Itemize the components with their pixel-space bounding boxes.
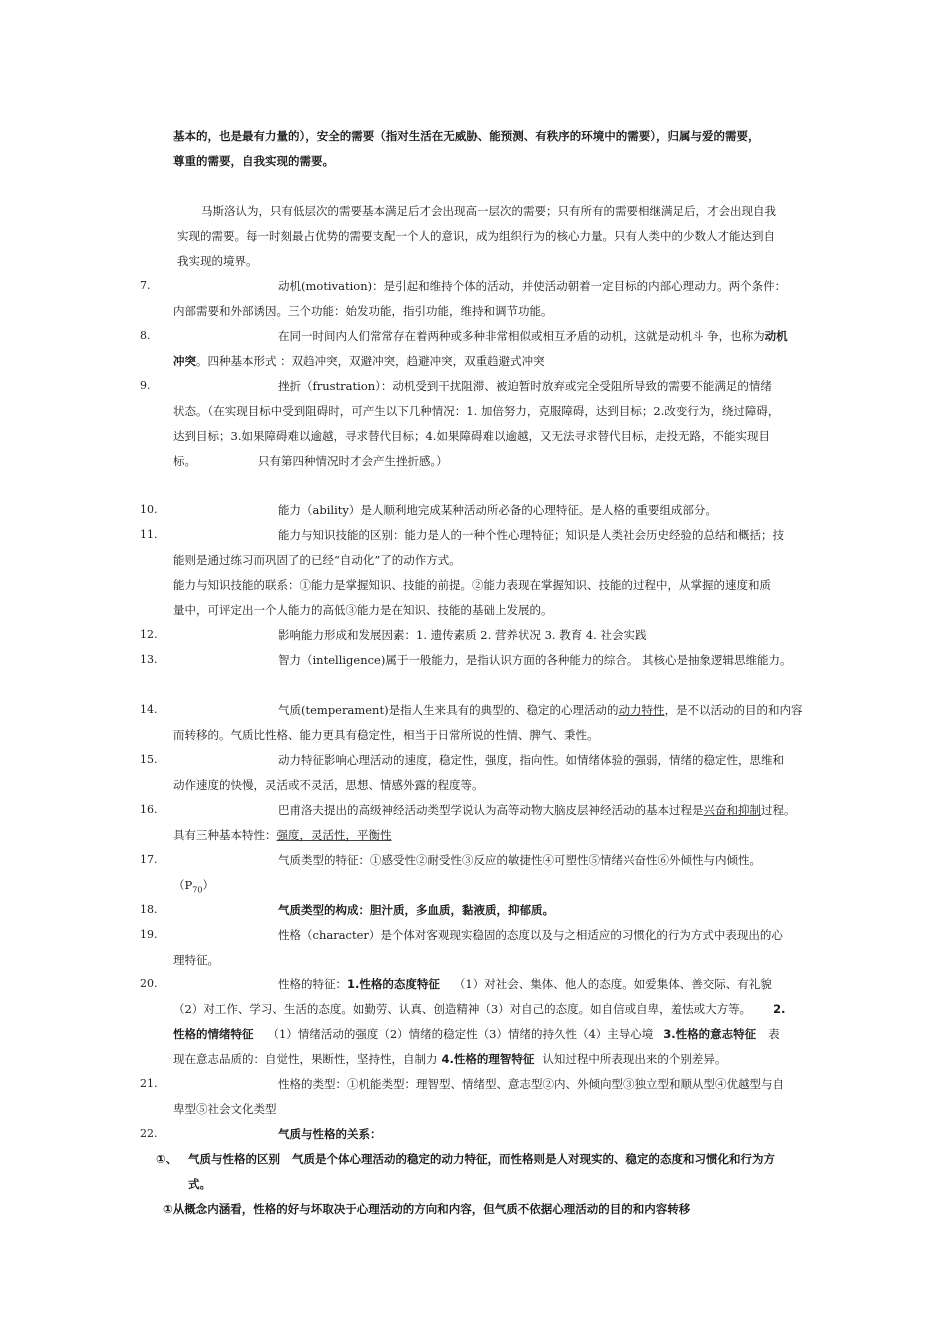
item-7-line-1: 动机(motivation)：是引起和维持个体的活动，并使活动朝着一定目标的内部心理动力。两个条件： (278, 279, 787, 293)
item-13-line-1: 智力（intelligence)属于一般能力，是指认识方面的各种能力的综合。 其核心是抽象逻辑思维能力。 (278, 653, 792, 667)
item-19-line-1: 性格（character）是个体对客观现实稳固的态度以及与之相适应的习惯化的行为方式中表现出的心 (278, 928, 783, 942)
intro-line-2: 尊重的需要，自我实现的需要。 (173, 154, 334, 168)
item-8-line-1: 在同一时间内人们常常存在着两种或多种非常相似或相互矛盾的动机，这就是动机斗 争，也称为动机 (278, 329, 788, 343)
item-15-line-1: 动力特征影响心理活动的速度，稳定性，强度，指向性。如情绪体验的强弱，情绪的稳定性，思维和 (278, 753, 784, 767)
item-9-line-1: 挫折（frustration）：动机受到干扰阻滞、被迫暂时放弃或完全受阻所导致的需要不能满足的情绪 (278, 379, 772, 393)
intro-line-1: 基本的，也是最有力量的），安全的需要（指对生活在无威胁、能预测、有秩序的环境中的需要），归属与爱的需要， (173, 129, 760, 143)
relation-marker: ①、 (156, 1152, 178, 1166)
item-17-line-2: $(P_{70})$ (173, 878, 214, 895)
item-number: 20. (140, 977, 158, 990)
maslow-line-1: 马斯洛认为，只有低层次的需要基本满足后才会出现高一层次的需要；只有所有的需要相继满足后，才会出现自我 (201, 204, 776, 218)
item-7-line-2: 内部需要和外部诱因。三个功能：始发功能，指引功能，维持和调节功能。 (173, 304, 553, 318)
item-16-line-2: 具有三种基本特性：强度，灵活性，平衡性 (173, 828, 392, 842)
item-number: 16. (140, 803, 158, 816)
item-12-line-1: 影响能力形成和发展因素：1. 遗传素质 2. 营养状况 3. 教育 4. 社会实践 (278, 628, 647, 642)
item-8-line-2: 冲突。四种基本形式 ：双趋冲突，双避冲突，趋避冲突，双重趋避式冲突 (173, 354, 545, 368)
item-number: 17. (140, 853, 158, 866)
relation-line-2: 式。 (188, 1177, 211, 1191)
item-number: 15. (140, 753, 158, 766)
maslow-line-2: 实现的需要。每一时刻最占优势的需要支配一个人的意识，成为组织行为的核心力量。只有人类中的少数人才能达到自 (177, 229, 775, 243)
item-11-line-4: 量中，可评定出一个人能力的高低③能力是在知识、技能的基础上发展的。 (173, 603, 553, 617)
item-number: 10. (140, 503, 158, 516)
relation-line-1: 气质与性格的区别 气质是个体心理活动的稳定的动力特征，而性格则是人对现实的、稳定的态度和习惯化和行为方 (188, 1152, 775, 1166)
item-19-line-2: 理特征。 (173, 953, 219, 967)
relation-line-3: ①从概念内涵看，性格的好与坏取决于心理活动的方向和内容，但气质不依据心理活动的目的和内容转移 (163, 1202, 691, 1216)
item-number: 19. (140, 928, 158, 941)
item-11-line-1: 能力与知识技能的区别：能力是人的一种个性心理特征；知识是人类社会历史经验的总结和概括；技 (278, 528, 784, 542)
item-number: 13. (140, 653, 158, 666)
item-9-line-3: 达到目标；3.如果障碍难以逾越，寻求替代目标；4.如果障碍难以逾越，又无法寻求替代目标，走投无路，不能实现目 (173, 429, 770, 443)
item-20-line-1: 性格的特征：1.性格的态度特征 （1）对社会、集体、他人的态度。如爱集体、善交际、有礼貌 (278, 977, 772, 991)
item-21-line-1: 性格的类型：①机能类型：理智型、情绪型、意志型②内、外倾向型③独立型和顺从型④优越型与自 (278, 1077, 784, 1091)
item-11-line-3: 能力与知识技能的联系：①能力是掌握知识、技能的前提。②能力表现在掌握知识、技能的过程中，从掌握的速度和质 (173, 578, 771, 592)
item-22-line-1: 气质与性格的关系： (278, 1127, 382, 1141)
item-10-line-1: 能力（ability）是人顺利地完成某种活动所必备的心理特征。是人格的重要组成部分。 (278, 503, 717, 517)
item-20-line-3: 性格的情绪特征 （1）情绪活动的强度（2）情绪的稳定性（3）情绪的持久性（4）主导心境 3.性格的意志特征 表 (173, 1027, 780, 1041)
item-9-line-2: 状态。（在实现目标中受到阻碍时，可产生以下几种情况：1. 加倍努力，克服障碍，达到目标；2.改变行为，绕过障碍， (173, 404, 780, 418)
item-14-line-1: 气质(temperament)是指人生来具有的典型的、稳定的心理活动的动力特性，是不以活动的目的和内容 (278, 703, 803, 717)
maslow-line-3: 我实现的境界。 (177, 254, 258, 268)
item-17-line-1: 气质类型的特征：①感受性②耐受性③反应的敏捷性④可塑性⑤情绪兴奋性⑥外倾性与内倾性。 (278, 853, 761, 867)
item-16-line-1: 巴甫洛夫提出的高级神经活动类型学说认为高等动物大脑皮层神经活动的基本过程是兴奋和抑制过程。 (278, 803, 796, 817)
item-number: 8. (140, 329, 151, 342)
item-number: 12. (140, 628, 158, 641)
item-9-line-4: 标。 只有第四种情况时才会产生挫折感。） (173, 454, 448, 468)
item-21-line-2: 卑型⑤社会文化类型 (173, 1102, 277, 1116)
item-14-line-2: 而转移的。气质比性格、能力更具有稳定性，相当于日常所说的性情、脾气、秉性。 (173, 728, 599, 742)
item-11-line-2: 能则是通过练习而巩固了的已经“自动化”了的动作方式。 (173, 553, 461, 567)
item-number: 11. (140, 528, 158, 541)
item-number: 18. (140, 903, 158, 916)
item-number: 7. (140, 279, 151, 292)
item-number: 14. (140, 703, 158, 716)
item-number: 21. (140, 1077, 158, 1090)
item-20-line-4: 现在意志品质的：自觉性，果断性，坚持性，自制力 4.性格的理智特征 认知过程中所表现出来的个别差异。 (173, 1052, 727, 1066)
item-18-line-1: 气质类型的构成：胆汁质，多血质，黏液质，抑郁质。 (278, 903, 554, 917)
item-15-line-2: 动作速度的快慢，灵活或不灵活，思想、情感外露的程度等。 (173, 778, 484, 792)
item-number: 22. (140, 1127, 158, 1140)
item-20-line-2: （2）对工作、学习、生活的态度。如勤劳、认真、创造精神（3）对自己的态度。如自信或自卑，羞怯或大方等。 2. (173, 1002, 786, 1016)
item-number: 9. (140, 379, 151, 392)
